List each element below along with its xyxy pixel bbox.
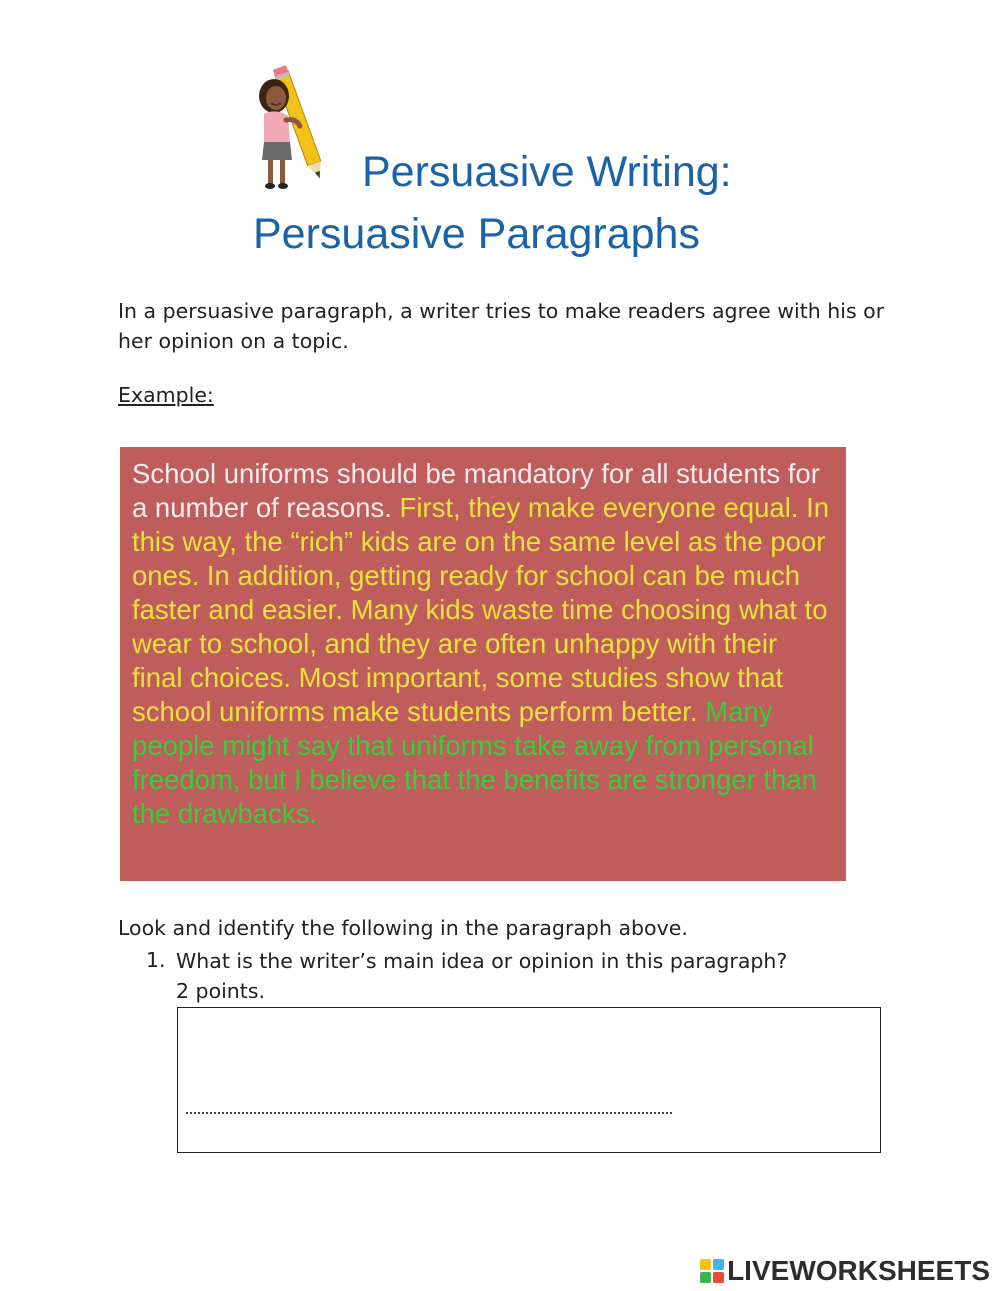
page-subtitle: Persuasive Paragraphs <box>253 210 700 258</box>
answer-input[interactable] <box>177 1007 881 1153</box>
question-number: 1. <box>146 948 166 972</box>
answer-dotted-line <box>186 1092 672 1114</box>
example-label: Example: <box>118 383 214 407</box>
question-text <box>176 946 896 1006</box>
liveworksheets-blocks-icon <box>700 1259 724 1283</box>
example-paragraph-box <box>120 447 846 881</box>
liveworksheets-logo <box>700 1255 990 1287</box>
teacher-with-pencil-icon <box>250 62 340 192</box>
intro-paragraph: In a persuasive paragraph, a writer tries to make readers agree with his or her opinion on a topic. <box>118 299 885 353</box>
question-prompt: What is the writer’s main idea or opinion in this paragraph? <box>176 949 788 973</box>
topic-sentence: School uniforms should be mandatory for all students for a number of reasons. <box>132 458 820 523</box>
counterargument: Many people might say that uniforms take away from personal freedom, but I believe that the benefits are stronger than the drawbacks. <box>132 696 817 829</box>
supporting-reasons: First, they make everyone equal. In this way, the “rich” kids are on the same level as the poor ones. In addition, getting ready for school can be much faster and easier. Many kids waste time choosing what to wear to school, and they are often unhappy with their final choices. Most important, some studies show that school uniforms make students perform better. <box>132 492 830 727</box>
page-title: Persuasive Writing: <box>362 148 732 196</box>
question-points: 2 points. <box>176 979 266 1003</box>
logo-text: LIVEWORKSHEETS <box>727 1255 990 1286</box>
instruction-text: Look and identify the following in the paragraph above. <box>118 916 688 940</box>
